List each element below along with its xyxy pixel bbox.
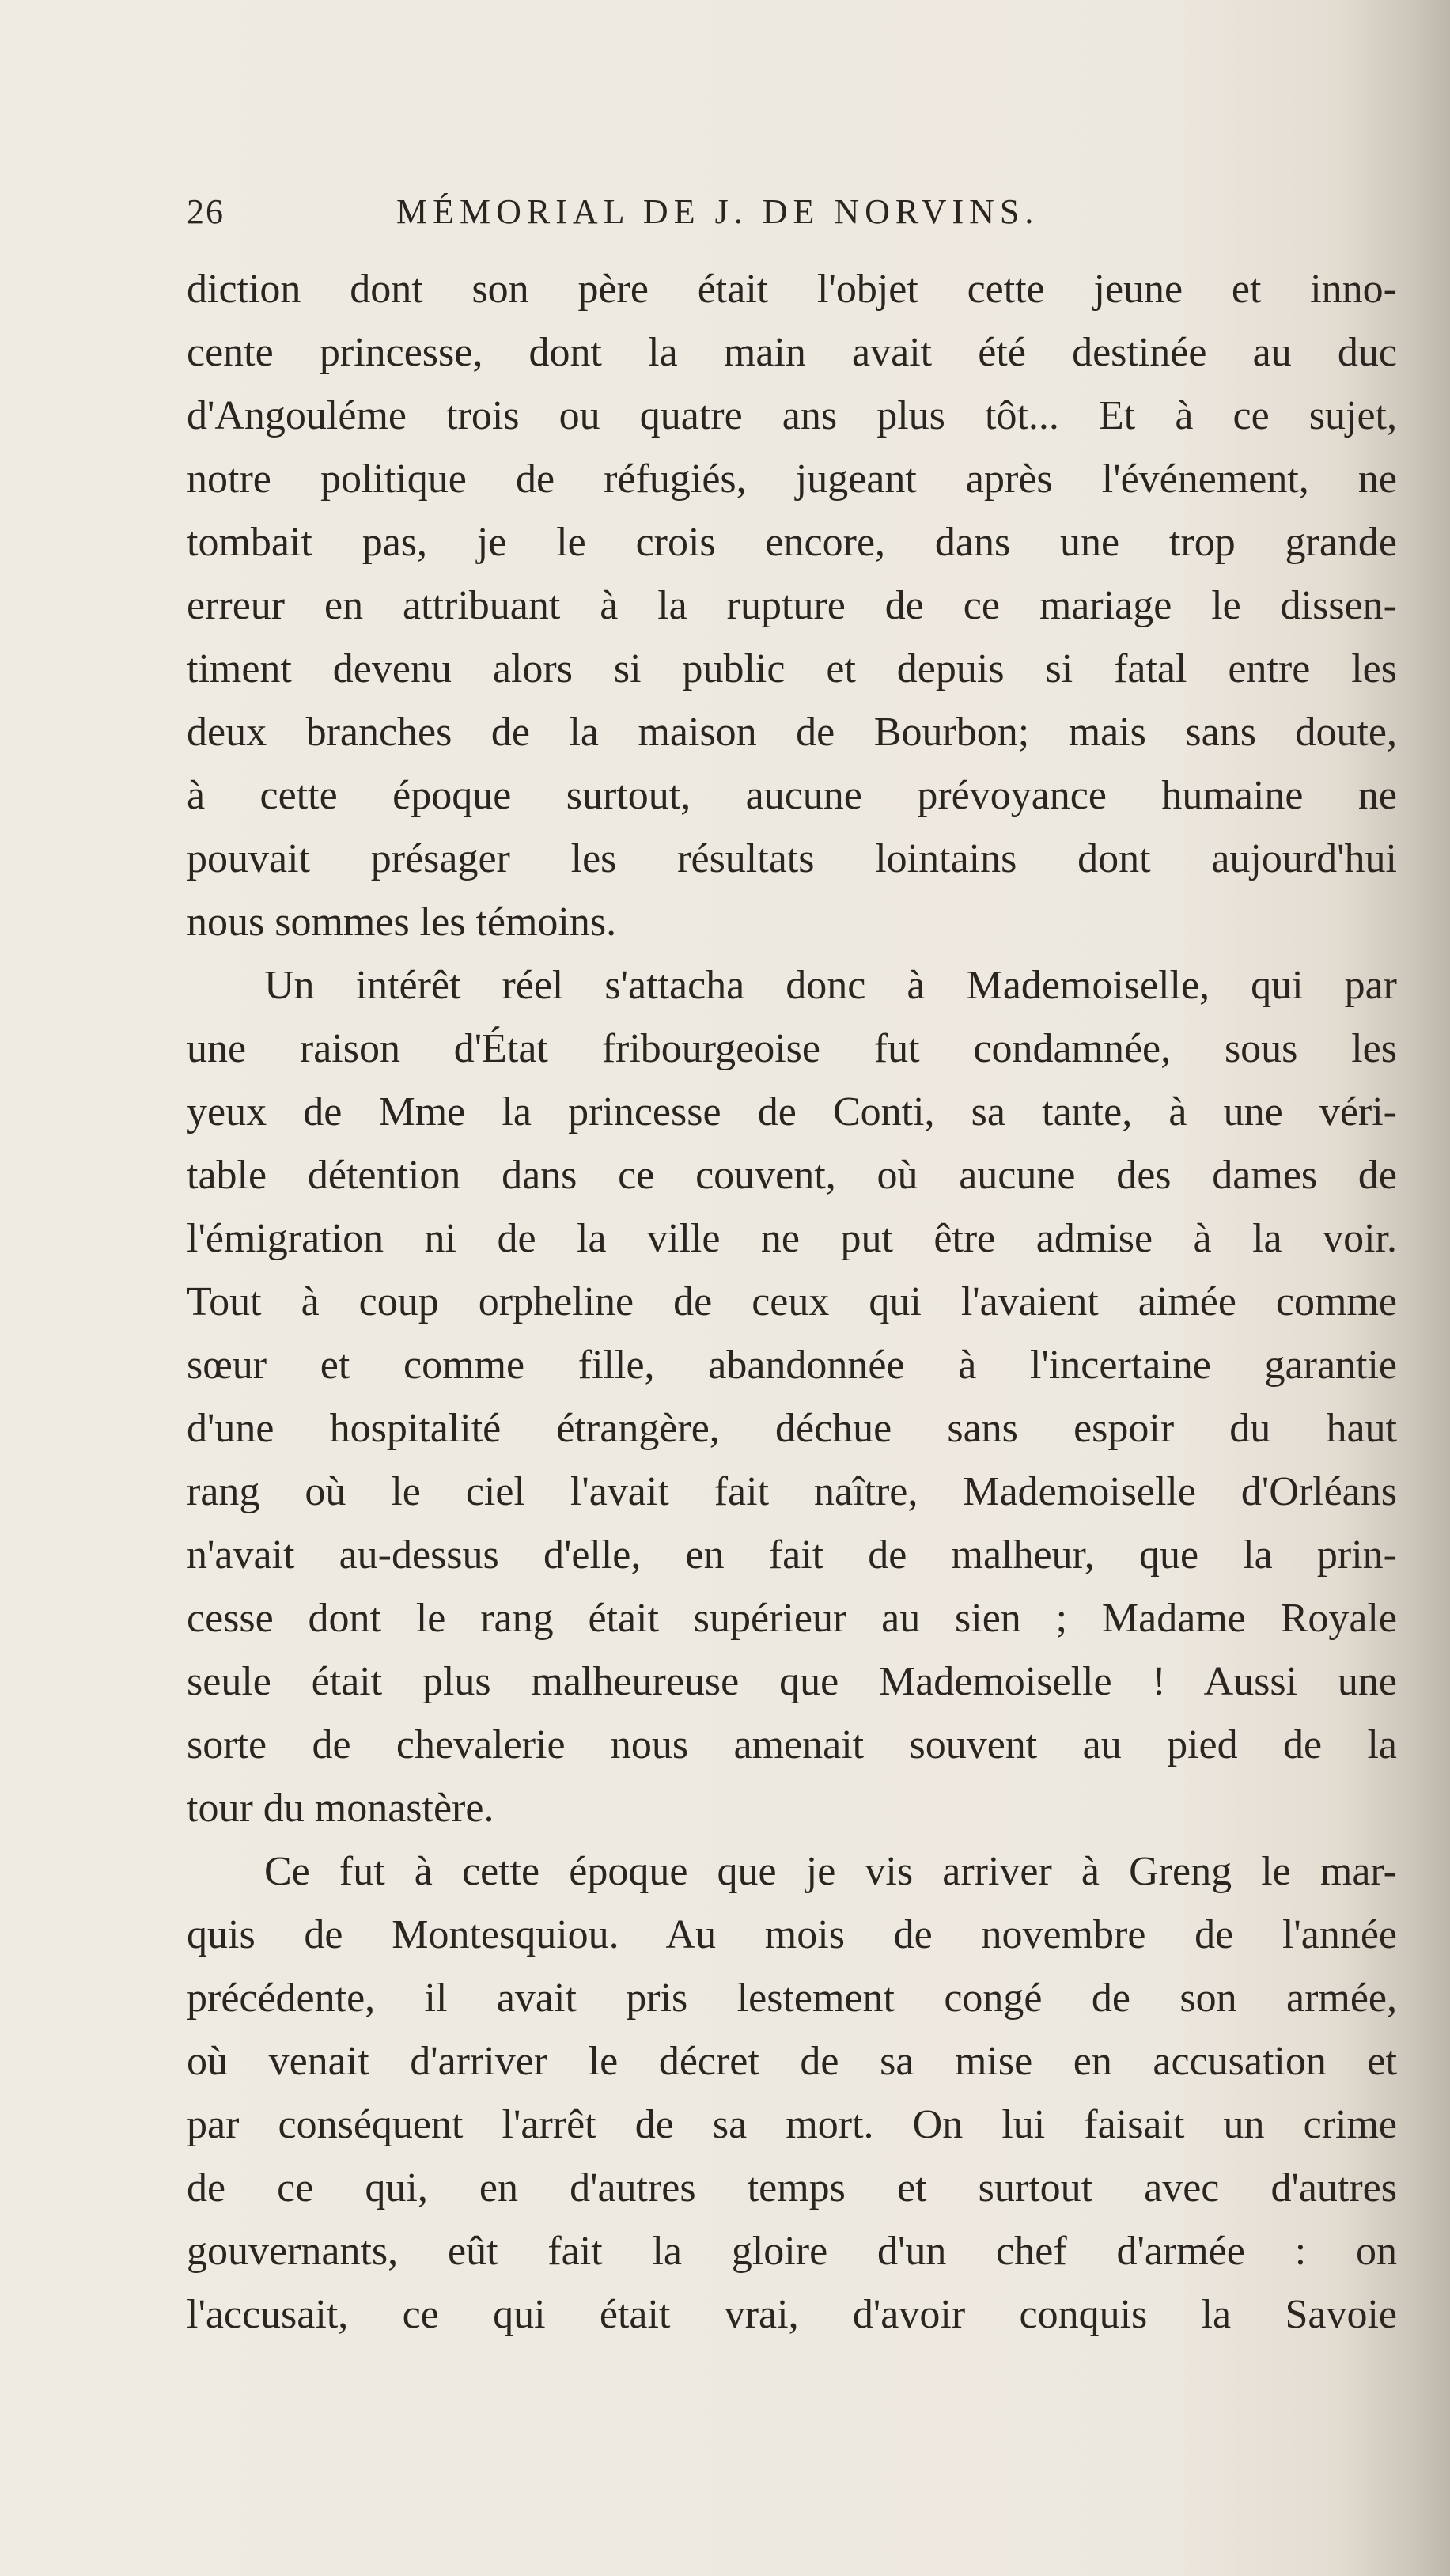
text-line: erreur en attribuant à la rupture de ce mariage le dissen- (187, 583, 1397, 628)
text-line: sœur et comme fille, abandonnée à l'incertaine garantie (187, 1343, 1397, 1388)
text-line: d'une hospitalité étrangère, déchue sans espoir du haut (187, 1406, 1397, 1451)
running-title: MÉMORIAL DE J. DE NORVINS. (396, 192, 1039, 231)
text-line: table détention dans ce couvent, où aucune des dames de (187, 1153, 1397, 1198)
text-line: où venait d'arriver le décret de sa mise en accusation et (187, 2039, 1397, 2084)
text-line: diction dont son père était l'objet cette jeune et inno- (187, 267, 1397, 312)
text-line: quis de Montesquiou. Au mois de novembre de l'année (187, 1912, 1397, 1957)
text-line: l'accusait, ce qui était vrai, d'avoir conquis la Savoie (187, 2292, 1397, 2337)
text-line: de ce qui, en d'autres temps et surtout avec d'autres (187, 2165, 1397, 2210)
text-line: à cette époque surtout, aucune prévoyance humaine ne (187, 773, 1397, 818)
text-line: nous sommes les témoins. (187, 900, 617, 945)
text-line: cente princesse, dont la main avait été destinée au duc (187, 330, 1397, 375)
page-number: 26 (187, 192, 225, 231)
text-line: notre politique de réfugiés, jugeant après l'événement, ne (187, 456, 1397, 502)
text-line: n'avait au-dessus d'elle, en fait de malheur, que la prin- (187, 1532, 1397, 1578)
text-line: tour du monastère. (187, 1786, 494, 1831)
text-line: pouvait présager les résultats lointains dont aujourd'hui (187, 836, 1397, 881)
text-line: une raison d'État fribourgeoise fut condamnée, sous les (187, 1026, 1397, 1071)
text-line: d'Angouléme trois ou quatre ans plus tôt... Et à ce sujet, (187, 393, 1397, 438)
text-line: précédente, il avait pris lestement congé de son armée, (187, 1976, 1397, 2021)
text-line: sorte de chevalerie nous amenait souvent au pied de la (187, 1722, 1397, 1767)
text-line: Ce fut à cette époque que je vis arriver à Greng le mar- (264, 1849, 1397, 1894)
text-line: l'émigration ni de la ville ne put être admise à la voir. (187, 1216, 1397, 1261)
text-line: Tout à coup orpheline de ceux qui l'avaient aimée comme (187, 1279, 1397, 1324)
text-line: tombait pas, je le crois encore, dans une trop grande (187, 520, 1397, 565)
text-line: Un intérêt réel s'attacha donc à Mademoiselle, qui par (264, 963, 1397, 1008)
text-line: timent devenu alors si public et depuis si fatal entre les (187, 646, 1397, 691)
text-line: deux branches de la maison de Bourbon; mais sans doute, (187, 710, 1397, 755)
text-line: rang où le ciel l'avait fait naître, Mademoiselle d'Orléans (187, 1469, 1397, 1514)
text-line: yeux de Mme la princesse de Conti, sa tante, à une véri- (187, 1089, 1397, 1135)
text-line: seule était plus malheureuse que Mademoiselle ! Aussi une (187, 1659, 1397, 1704)
text-line: cesse dont le rang était supérieur au sien ; Madame Royale (187, 1596, 1397, 1641)
text-line: par conséquent l'arrêt de sa mort. On lui faisait un crime (187, 2102, 1397, 2147)
text-line: gouvernants, eût fait la gloire d'un chef d'armée : on (187, 2229, 1397, 2274)
page-header (187, 191, 1397, 247)
